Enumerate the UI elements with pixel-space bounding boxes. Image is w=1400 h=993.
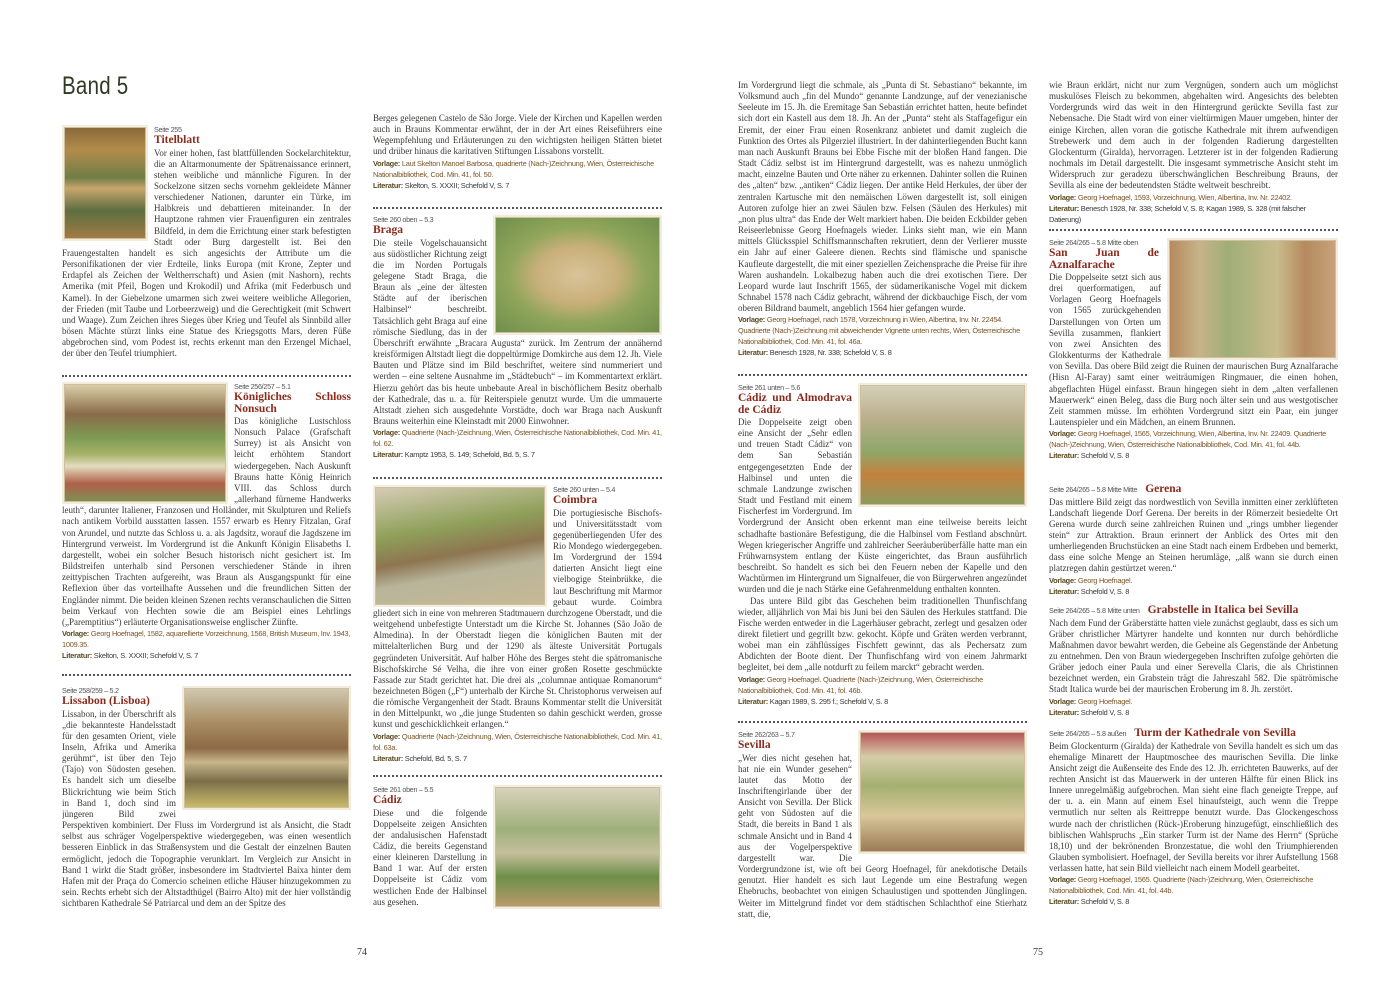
- cadiz-almodrava-image: [860, 385, 1025, 505]
- san-juan-giralda-image: [1169, 240, 1336, 358]
- entry-body: Die steile Vogelschauansicht aus südöstlicher Richtung zeigt die im Norden Portugals gelegene Stadt Braga, die Braun als „eine der ältesten Städte auf der iberischen Halbinsel“ beschreibt. Tatsächlich geht Braga auf eine römische Siedlung, das in der Überschrift erwähnte „Bracara Augusta“ zurück. Im Zentrum der annähernd kreisförmigen Altstadt liegt die doppeltürmige Domkirche aus dem 12. Jh. Viele Bauten und Plätze sind im Bild beschriftet, weitere sind nummeriert und werden – eine seltene Ausnahme im „Städtebuch“ – im Kommentartext erklärt. Hierzu gehört das bis heute unbebaute Areal in bischöflichem Besitz oberhalb der Kathedrale, das u. a. für Reiterspiele genutzt wurde. Um die ummauerte Altstadt ziehen sich ausgedehnte Vorstädte, doch war Braga nach Auskunft Brauns weiterhin eine Kleinstadt mit 2000 Einwohner.: [373, 237, 662, 426]
- entry-title: Gerena: [1145, 483, 1182, 495]
- entry-ref: Seite 256/257 – 5.1: [234, 382, 291, 391]
- entry-ref: Seite 261 oben – 5.5: [373, 785, 434, 794]
- literatur-line: Literatur: Schefold V, S. 8: [1049, 897, 1130, 907]
- entry-title: Grabstelle in Italica bei Sevilla: [1147, 604, 1299, 616]
- entry-ref: Seite 255: [154, 125, 182, 134]
- entry-body: Nach dem Fund der Gräberstätte hatten viele zunächst geglaubt, dass es sich um Gräber christlicher Märtyrer handelte und konnten nur durch behördliche Maßnahmen davor bewahrt werden, die Gebeine als Gegenstände der Anbetung zu entnehmen. Den von Braun wiedergegeben Inschriften zufolge gehörten die Gräber jedoch einer Paula und einer Serevella Claris, die als Christinnen bezeichnet werden, ein Grabstein trägt die Jahreszahl 582. Die spätrömische Stadt Italica wurde bei der maurischen Eroberung im 8. Jh. zerstört.: [1049, 617, 1338, 695]
- entry-body: Das mittlere Bild zeigt das nordwestlich von Sevilla inmitten einer zerklüfteten Landschaft liegende Dorf Gerena. Der bereits in der Römerzeit besiedelte Ort Gerena wurde durch seine zahlreichen Ruinen und „rings umbher liegender stein“ zur Attraktion. Braun erinnert der Anblick des Ortes mit den umherliegenden Bruchstücken an eine Stadt nach einem Erdbeben und bemerkt, dass eine solche Menge an Steinen herumläge, „alß wann sie durch einen platzregen dahin gestürtzet weren.“: [1049, 496, 1338, 574]
- vorlage-line: Vorlage: Georg Hoefnagel, 1565. Quadrierte (Nach-)Zeichnung, Wien, Österreichische Nationalbibliothek, Cod. Min. 41, fol. 44b.: [1049, 875, 1314, 896]
- entry-title: Coimbra: [553, 494, 598, 506]
- entry-body: Die Doppelseite zeigt oben eine Ansicht der „Sehr edlen und treuen Stadt Cádiz“ von dem San Sebastián entgegengesetzten Ende der Halbinsel und unten die schmale Landzunge zwischen Stadt und Festland mit einem Fischerfest im Vordergrund. Im Vordergrund der Ansicht oben erkennt man eine teilweise bereits leicht schadhafte bastionäre Befestigung, die die Halbinsel vom Festland abschnürt. Wegen kriegerischer Angriffe und zahlreicher Seeräuberüberfälle hatte man ein Frühwarnsystem entlang der Küste eingerichtet, das Braun ausführlich beschreibt. So handelt es sich bei den Feuern neben der Kapelle und den Wachtürmen im Hintergrund um Signalfeuer, die von Bürgerwehren angezündet wurden und die je nach Stärke eine Gefahrenmeldung enthalten konnten.: [738, 417, 1027, 595]
- entry-body: „Wer dies nicht gesehen hat, hat nie ein Wunder gesehen“ lautet das Motto der Inschriftengirlande über der Ansicht von Sevilla. Der Blick geht von Südosten auf die Stadt, die bereits in Band 1 als schmale Ansicht und in Band 4 aus der Vogelperspektive dargestellt war. Die Vordergrundzone ist, wie oft bei Georg Hoefnagel, für anekdotische Details genutzt. Hier handelt es sich laut Legende um eine Bestrafung wegen Ehebruchs, beobachtet von einigen Schaulustigen und spottenden Jünglingen. Weiter im Mittelgrund findet vor dem städtischen Schlachthof eine Stierhatz statt, die,: [738, 752, 1027, 919]
- literatur-line: Literatur: Kagan 1989, S. 295 f.; Schefold V, S. 8: [738, 696, 888, 706]
- entry-title: San Juan de Aznalfarache: [1049, 247, 1159, 271]
- literatur-line: Literatur: Skelton, S. XXXII; Schefold V, S. 7: [373, 180, 510, 190]
- entry-gerena: [1049, 484, 1338, 597]
- literatur-line: Literatur: Benesch 1928, Nr. 338; Schefold V, S. 8; Kagan 1989, S. 328 (mit falscher Datierung): [1049, 203, 1306, 224]
- entry-coimbra: [373, 485, 662, 764]
- entry-san-juan: [1049, 238, 1338, 461]
- sevilla-image: [860, 732, 1025, 852]
- entry-cadiz: [373, 785, 662, 909]
- entry-body-continued: wie Braun erklärt, nicht nur zum Vergnügen, sondern auch um möglichst muskulöses Fleisch zu bekommen, abgehalten wird. Angesichts des belebten Vordergrunds wird das weit in den Hintergrund gerückte Sevilla fast zur Nebensache. Die Stadt wird von einer vieltürmigen Mauer umgeben, hinter der einige Kirchen, allen voran die gotische Kathedrale mit ihrem aufwendigen Strebewerk und dem auch in der folgenden Radierung dargestellten Glockenturm (Giralda), hervorragen. Letzterer ist in der folgenden Radierung nochmals im Detail dargestellt. Die insgesamt symmetrische Ansicht steht im Widerspruch zur geradezu überschwänglichen Beschreibung Brauns, der Sevilla als eine der bedeutendsten Städte weltweit beschreibt.: [1049, 80, 1338, 191]
- entry-title: Titelblatt: [154, 134, 200, 146]
- entry-title: Lissabon (Lisboa): [62, 695, 150, 707]
- nonsuch-image: [64, 384, 226, 502]
- entry-italica: [1049, 605, 1338, 718]
- entry-titelblatt: [62, 125, 351, 359]
- braga-image: [495, 217, 660, 333]
- entry-body-continued: Im Vordergrund liegt die schmale, als „Punta di St. Sebastiano“ bekannte, im Volksmund auch „fin del Mundo“ genannte Landzunge, auf der venezianische Seeleute im 15. Jh. die Eremitage San Sebastián errichtet hatten, heute befindet sich dort ein Kastell aus dem 18. Jh. An der „Punta“ steht als Staffagefigur ein Eremit, der einer Frau einen Rosenkranz anbietet und damit zugleich die Funktion des Ortes als Pilgerziel illustriert. In der dahinterliegenden Bucht kann man nach Auskunft Brauns bei Ebbe Fische mit der bloßen Hand fangen. Die Stadt Cádiz selbst ist im Hintergrund dargestellt, was es nahezu unmöglich macht, einzelne Bauten und Orte näher zu erkennen. Dahinter sollen die Ruinen des „alten“ bzw. „antiken“ Cádiz liegen. Der antike Held Herkules, der über der zentralen Kartusche mit den nemäischen Löwen dargestellt ist, soll einigen Autoren zufolge hier an zwei Säulen bzw. Felsen (Säulen des Herkules) mit „non plus ultra“ das Ende der Welt markiert haben. Die beiden Eckbilder geben Reiseerlebnisse Georg Hoefnagels wieder. Links sieht man, wie ein Mann mittels Glücksspiel Schiffsmannschaften rekrutiert, denn der Verlierer musste ein Jahr auf einer Galeere dienen. Rechts sind flämische und spanische Kaufleute dargestellt, die mit einer speziellen Zeichensprache die Preise für ihre Waren aushandeln. Lokalbezug haben auch die drei exotischen Tiere. Der Leopard wurde laut Inschrift 1565, der südamerikanische Vogel mit dickem Schnabel 1578 nach Cádiz gebracht, während der dickbauchige Fisch, der vom oberen Bildrand baumelt, angeblich 1564 hier gefangen wurde.: [738, 80, 1027, 314]
- literatur-line: Literatur: Kamptz 1953, S. 149; Schefold, Bd. 5, S. 7: [373, 450, 535, 460]
- literatur-line: Literatur: Schefold V, S. 8: [1049, 586, 1130, 596]
- entry-body: Diese und die folgende Doppelseite zeigen Ansichten der andalusischen Hafenstadt Cádiz, die bereits Gegenstand einer kleineren Darstellung in Band 1 war. Auf der ersten Doppelseite ist Cádiz vom westlichen Ende der Halbinsel aus gesehen.: [373, 807, 487, 907]
- entry-sevilla: [738, 730, 1027, 920]
- entry-body-continued: Berges gelegenen Castelo de São Jorge. Viele der Kirchen und Kapellen werden auch in Brauns Kommentar erwähnt, der in der Art eines Reiseführers eine Wegempfehlung und Erläuterungen zu den wichtigsten heiligen Stätten bietet und drüber hinaus die karitativen Stiftungen Lissabons vorstellt.: [373, 113, 662, 157]
- vorlage-line: Vorlage: Georg Hoefnagel, 1565, Vorzeichnung, Wien, Albertina, Inv. Nr. 22409. Quadrierte (Nach-)Zeichnung, Wien, Österreichische Nationalbibliothek, Cod. Min. 41, fol. 44b.: [1049, 429, 1326, 450]
- entry-title: Turm der Kathedrale von Sevilla: [1134, 727, 1296, 739]
- dotted-divider: [373, 477, 662, 479]
- dotted-divider: [62, 674, 351, 676]
- dotted-divider: [373, 775, 662, 777]
- entry-nonsuch: [62, 382, 351, 661]
- entry-cadiz-almodrava: [738, 383, 1027, 707]
- entry-lissabon-continued: [373, 113, 662, 191]
- vorlage-line: Vorlage: Georg Hoefnagel.: [1049, 696, 1133, 706]
- vorlage-line: Vorlage: Quadrierte (Nach-)Zeichnung, Wien, Österreichische Nationalbibliothek, Cod. Min. 41, fol. 62.: [373, 428, 662, 449]
- lissabon-image: [184, 688, 349, 808]
- vorlage-line: Vorlage: Georg Hoefnagel.: [1049, 575, 1133, 585]
- entry-ref: Seite 264/265 – 5.8 Mitte Mitte: [1049, 485, 1138, 494]
- entry-ref: Seite 264/265 – 5.8 Mitte oben: [1049, 238, 1138, 247]
- entry-ref: Seite 264/265 – 5.8 außen: [1049, 729, 1127, 738]
- entry-body-second: Das untere Bild gibt das Geschehen beim traditionellen Thunfischfang wieder, alljährlich von Mai bis Juni bei den Säulen des Herkules stattfand. Die Fische werden entweder in die Lagerhäuser gebracht, zerlegt und gesalzen oder direkt filetiert und gegrillt bzw. gekocht. Köpfe und Gräten werden verbrannt, wobei man ein zähflüssiges Fischfett gewinnt, das als Pechersatz zum Abdichten der Boote dient. Der Thunfischfang wird von einem Jahrmarkt begleitet, bei dem „alle notdurft zu feilem marckt“ gebracht werden.: [738, 595, 1027, 673]
- titelblatt-image: [64, 127, 146, 239]
- dotted-divider: [738, 721, 1027, 723]
- dotted-divider: [1049, 229, 1338, 231]
- vorlage-line: Vorlage: Laut Skelton Manoel Barbosa, quadrierte (Nach-)Zeichnung, Wien, Österreichische Nationalbibliothek, Cod. Min. 41, fol. 50.: [373, 158, 655, 179]
- vorlage-line: Vorlage: Georg Hoefnagel, 1582, aquarellierte Vorzeichnung, 1568, British Museum, Inv. 1943, 1009.35.: [62, 628, 351, 649]
- entry-body: Das königliche Lustschloss Nonsuch Palace (Grafschaft Surrey) ist als Ansicht von leicht erhöhtem Standort wiedergegeben. Nach Auskunft Brauns hatte König Heinrich VIII. das Schloss durch „allerhand fürneme Handwerks leuth“, darunter Italiener, Franzosen und Holländer, mit Skulpturen und Reliefs nach antikem Vorbild ausstatten lassen. 1557 erwarb es Henry Fitzalan, Graf von Arundel, und nutzte das Schloss u. a. als Jagdsitz, worauf die Jagdszene im Hintergrund verweist. Im Vordergrund ist die Ankunft Königin Elisabeths I. dargestellt, wobei ein solcher Besuch historisch nicht gesichert ist. Im Bildstreifen unterhalb sind Personen verschiedener Stände in ihren zeittypischen Trachten aufgereiht, was Braun als Ausgangspunkt für eine Reflexion über das vorteilhafte Aussehen und die freundlichen Sitten der Engländer nimmt. Die beiden kleinen Szenen rechts veranschaulichen die Sitten beim Verkauf von Hechten sowie die am Beispiel eines Lehrlings („Paremptitius“) erläuterte Organisationsweise englischer Zünfte.: [62, 416, 351, 627]
- dotted-divider: [738, 374, 1027, 376]
- entry-title: Cádiz: [373, 794, 402, 806]
- entry-body: Die Doppelseite setzt sich aus drei querformatigen, auf Vorlagen Georg Hoefnagels von 1565 zurückgehenden Darstellungen von Orten um Sevilla zusammen, flankiert von zwei Ansichten des Glokkenturms der Kathedrale von Sevilla. Das obere Bild zeigt die Ruinen der maurischen Burg Aznalfarache (Hisn Al-Faray) samt einer weiträumigen Ringmauer, die einen hohen, abgeflachten Hügel einfasst. Braun hingegen sieht in dem „alten verfallenen Mauerwerk“ einen Beleg, dass die Burg noch älter sein und aus westgotischer Zeit stammen müsse. Im erhöhten Vordergrund sitzt ein Paar, ein junger Lautenspieler und ein Mädchen, an einem Brunnen.: [1049, 272, 1338, 428]
- entry-braga: [373, 215, 662, 460]
- section-title: Band 5: [62, 72, 129, 100]
- page-number-left: 74: [357, 947, 367, 958]
- vorlage-line: Vorlage: Georg Hoefnagel. Quadrierte (Nach-)Zeichnung, Wien, Österreichische Nationalbibliothek, Cod. Min. 41, fol. 46b.: [738, 674, 984, 695]
- vorlage-line: Vorlage: Quadrierte (Nach-)Zeichnung, Wien, Österreichische Nationalbibliothek, Cod. Min. 41, fol. 63a.: [373, 731, 662, 752]
- entry-lissabon: [62, 686, 351, 908]
- vorlage-line: Vorlage: Georg Hoefnagel, nach 1578, Vorzeichnung in Wien, Albertina, Inv. Nr. 22454. Quadrierte (Nach-)Zeichnung mit abweichender Vignette unten rechts, Wien, Österreichische Nationalbibliothek, Cod. Min. 41, fol. 46a.: [738, 315, 1021, 347]
- entry-sevilla-continued: [1049, 80, 1338, 225]
- page-number-right: 75: [1033, 947, 1043, 958]
- entry-title: Braga: [373, 224, 404, 236]
- literatur-line: Literatur: Schefold V, S. 8: [1049, 451, 1130, 461]
- dotted-divider: [373, 207, 662, 209]
- entry-ref: Seite 260 oben – 5.3: [373, 215, 434, 224]
- entry-title: Cádiz und Almodrava de Cádiz: [738, 392, 852, 416]
- entry-title: Königliches Schloss Nonsuch: [234, 391, 351, 415]
- vorlage-line: Vorlage: Georg Hoefnagel, 1593, Vorzeichnung, Wien, Albertina, Inv. Nr. 22402.: [1049, 192, 1292, 202]
- entry-ref: Seite 260 unten – 5.4: [553, 485, 616, 494]
- entry-ref: Seite 262/263 – 5.7: [738, 730, 795, 739]
- literatur-line: Literatur: Benesch 1928, Nr. 338; Schefold V, S. 8: [738, 348, 892, 358]
- entry-body: Vor einer hohen, fast blattfüllenden Sockelarchitektur, die an Altarmonumente der Spätrenaissance erinnert, stehen weibliche und männliche Figuren. In der Sockelzone sitzen sechs vornehm gekleidete Männer verschiedener Nationen, darunter ein Türke, im Halbkreis und debattieren miteinander. In der Hauptzone rahmen vier Frauenfiguren ein zentrales Bildfeld, in dem die Errichtung einer stark befestigten Stadt oder Burg dargestellt ist. Bei den Frauengestalten handelt es sich angesichts der Attribute um die Personifikationen der vier Erdteile, links Europa (mit Krone, Zepter und Erdapfel als Zeichen der Weltherrschaft) und Asien (mit Nashorn), rechts Amerika (mit Pfeil, Bogen und Krokodil) und Afrika (mit Federbusch und Kamel). In der Giebelzone umarmen sich zwei weitere weibliche Allegorien, der Frieden (mit Taube und Lorbeerzweig) und die Gerechtigkeit (mit Schwert und Waage). Zum Zeichen ihres Sieges über Krieg und Teufel als Sinnbild aller bösen Mächte stürzt links eine Statue des Kriegsgotts Mars, deren Füße abgebrochen sind, vom Podest ist, rechts erkennt man den Erzengel Michael, der über den Teufel triumphiert.: [62, 147, 351, 359]
- entry-ref: Seite 258/259 – 5.2: [62, 686, 119, 695]
- entry-body: Lissabon, in der Überschrift als „die bekannteste Handelsstadt für den gesamten Orient, viele Inseln, Afrika und Amerika gerühmt“, ist über den Tejo (Tajo) von Südosten gesehen. Es handelt sich um dieselbe Blickrichtung wie beim Stich in Band 1, doch sind im jüngeren Bild zwei Perspektiven kombiniert. Der Fluss im Vordergrund ist als Ansicht, die Stadt selbst aus schräger Vogelperspektive wiedergegeben, was einen wesentlich besseren Einblick in das Straßensystem und die Gestalt der einzelnen Bauten ermöglicht, jedoch die Topographie verunklart. Im Vergleich zur Ansicht in Band 1 wirkt die Stadt größer, insbesondere im Stadtviertel Baixa hinter dem Hafen mit der Praça do Comercio scheinen etliche Häuser hinzugekommen zu sein. Rechts erhebt sich der Altstadthügel (Bairro Alto) mit der hier vollständig sichtbaren Kathedrale Sé Patriarcal und dem an der Spitze des: [62, 708, 351, 908]
- entry-title: Sevilla: [738, 739, 771, 751]
- entry-body: Beim Glockenturm (Giralda) der Kathedrale von Sevilla handelt es sich um das ehemalige Minarett der Hauptmoschee des maurischen Sevilla. Die linke Ansicht zeigt die Außenseite des Ende des 12. Jh. errichteten Bauwerks, auf der rechten Ansicht ist das Mauerwerk in der unteren Hälfte für einen Blick ins Innere unregelmäßig aufgebrochen. Man sieht eine flach geneigte Treppe, auf der u. a. ein Mann auf einem Esel hinaufsteigt, auch wenn die Treppe vermutlich nur selten als Reittreppe benutzt wurde. Das Glockengeschoss wurde nach der christlichen (Rück-)Eroberung hinzugefügt, einschließlich des biblischen Wahlspruchs „Ein starker Turm ist der Name des Herrn“ (Sprüche 18,10) und der bekrönenden Bronzestatue, die wohl den Triumphierenden Glauben symbolisiert. Hoefnagel, der Sevilla bereits vor ihrer Aufstellung 1568 verlassen hatte, hat sein Bild vielleicht nach einem Modell gearbeitet.: [1049, 740, 1338, 874]
- dotted-divider: [62, 375, 351, 377]
- literatur-line: Literatur: Skelton, S. XXXII; Schefold V, S. 7: [62, 650, 199, 660]
- literatur-line: Literatur: Schefold, Bd. 5, S. 7: [373, 753, 467, 763]
- cadiz-image: [495, 787, 660, 907]
- entry-ref: Seite 261 unten – 5.6: [738, 383, 801, 392]
- entry-body: Die portugiesische Bischofs- und Universitätsstadt vom gegenüberliegenden Ufer des Rio Mondego wiedergegeben. Im Vordergrund der 1594 datierten Ansicht liegt eine vielbogige Steinbrükke, die laut Beschriftung mit Marmor gebaut wurde. Coimbra gliedert sich in eine von mehreren Stadtmauern durchzogene Oberstadt, und die weitgehend unbefestigte Unterstadt um die Kirche St. Johannes (São João de Almedina). In der Oberstadt liegen die königlichen Bauten mit der mittelalterlichen Burg und der 1290 als älteste Universität Portugals gegründeten Universität. Auf halber Höhe des Berges steht die spätromanische Bischofskirche Sé Velha, die ihre von einer großen Rosette geschmückte Fassade zur Stadt gerichtet hat. Die drei als „columnae antiquae Romanorum“ bezeichneten Bögen („F“) unterhalb der Kirche St. Christophorus verweisen auf die römische Vergangenheit der Stadt. Brauns Kommentar stellt die Universität in den Mittelpunkt, wo „die junge Studenten so dahin geschickt werden, grosse kunst und geschicklichkeit erlangen.“: [373, 507, 662, 730]
- entry-turm-kathedrale: [1049, 728, 1338, 907]
- literatur-line: Literatur: Schefold V, S. 8: [1049, 707, 1130, 717]
- entry-cadiz-continued: [738, 80, 1027, 358]
- coimbra-image: [375, 487, 545, 605]
- entry-ref: Seite 264/265 – 5.8 Mitte unten: [1049, 606, 1140, 615]
